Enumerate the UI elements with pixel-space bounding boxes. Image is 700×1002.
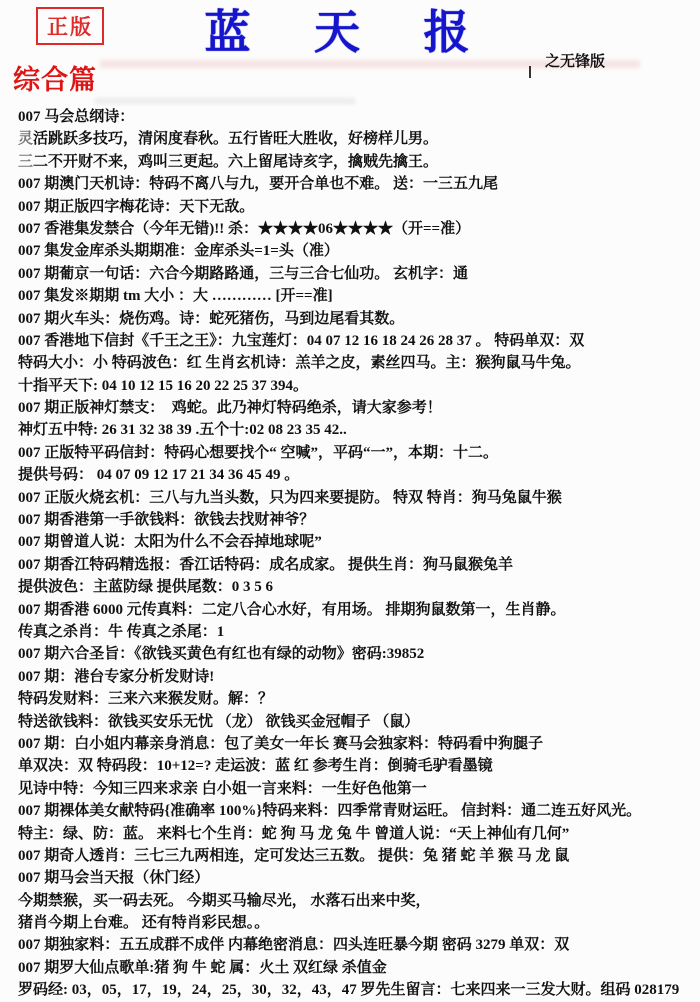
text-line-12: 特码大小：小 特码波色：红 生肖玄机诗：羔羊之皮，素丝四马。主：猴狗鼠马牛兔。 [18,355,581,372]
text-line-7: 007 集发金库杀头期期准：金库杀头=1=头（准） [18,243,339,260]
text-line-13: 十指平天下: 04 10 12 15 16 20 22 25 37 394。 [18,377,308,394]
text-line-24: 传真之杀肖：牛 传真之杀尾：1 [18,623,225,640]
scan-artifact-streak-2 [95,98,355,104]
text-line-39: 007 期罗大仙点歌单:猪 狗 牛 蛇 属：火土 双红绿 杀值金 [18,959,387,976]
text-line-9: 007 集发※期期 tm 大小 ：大 ………… [开==准] [18,288,333,305]
text-line-33: 特主：绿、防：蓝。 来料七个生肖：蛇 狗 马 龙 兔 牛 曾道人说：“天上神仙有几何” [18,825,570,842]
text-line-23: 007 期香港 6000 元传真料：二定八合心水好，有用场。 排期狗鼠数第一，生肖静。 [18,601,566,618]
text-line-31: 见诗中特：今知三四来求亲 白小姐一言来料：一生好色他第一 [18,780,427,797]
text-line-35: 007 期马会当天报（休门经） [18,870,210,887]
text-line-28: 特送欲钱料：欲钱买安乐无忧 （龙） 欲钱买金冠帽子 （鼠） [18,713,420,730]
text-line-1: 007 马会总纲诗： [18,109,135,125]
text-line-15: 神灯五中特: 26 31 32 38 39 .五个十:02 08 23 35 42.. [18,422,347,439]
text-line-18: 007 正版火烧玄机：三八与九当头数，只为四来要提防。 特双 特肖：狗马兔鼠牛猴 [18,489,562,506]
section-heading: 综合篇 [13,65,97,95]
text-line-27: 特码发财料：三来六来猴发财。解：？ [18,691,274,708]
text-line-26: 007 期：港台专家分析发财诗! [18,668,215,685]
text-line-40: 罗码经: 03，05，17，19，24，25，30，32，43，47 罗先生留言：七来四来一三发大财。组码 028179 [18,982,680,999]
text-line-11: 007 香港地下信封《千王之王》：九宝莲灯：04 07 12 16 18 24 26 28 37 。 特码单双：双 [18,332,585,349]
text-line-34: 007 期奇人透肖：三七三九两相连，定可发达三五数。 提供：兔 猪 蛇 羊 猴 马 龙 鼠 [18,847,570,864]
edition-label: 之无锋版 [545,53,606,70]
text-line-36: 今期禁猴，买一码去死。 今期买马输尽光， 水落石出来中奖， [18,892,431,909]
text-line-8: 007 期葡京一句话：六合今期路路通，三与三合七仙功。 玄机字：通 [18,265,469,282]
text-line-19: 007 期香港第一手欲钱料：欲钱去找财神爷？ [18,512,315,529]
text-line-4: 007 期澳门天机诗：特码不离八与九，要开合单也不难。 送：一三五九尾 [18,176,499,193]
text-line-37: 猪肖今期上台难。 还有特肖彩民想。。 [18,915,270,932]
text-line-29: 007 期：白小姐内幕亲身消息：包了美女一年长 赛马会独家料：特码看中狗腿子 [18,735,544,752]
text-line-6: 007 香港集发禁合（今年无错)!! 杀：★★★★06★★★★（开==准） [18,220,471,237]
text-line-2: 灵活跳跃多技巧，清闲度春秋。五行皆旺大胜收，好榜样儿男。 [18,131,439,148]
text-line-38: 007 期独家料：五五成群不成伴 内幕绝密消息：四头连旺暴今期 密码 3279 单双：双 [18,937,570,954]
text-line-5: 007 期正版四字梅花诗：天下无敌。 [18,198,255,215]
text-line-10: 007 期火车头：烧伤鸡。诗：蛇死猪伤，马到边尾看其数。 [18,310,405,327]
page-title: 蓝 天 报 [204,7,496,58]
text-line-14: 007 期正版神灯禁支： 鸡蛇。此乃神灯特码绝杀，请大家参考！ [18,400,442,417]
text-line-25: 007 期六合圣旨：《欲钱买黄色有红也有绿的动物》密码:39852 [18,646,425,663]
content-lines [18,106,694,1002]
text-line-32: 007 期裸体美女献特码{准确率 100%}特码来料：四季常青财运旺。 信封料：通二连五好风光。 [18,803,642,820]
text-line-17: 提供号码： 04 07 09 12 17 21 34 36 45 49 。 [18,467,300,484]
text-line-21: 007 期香江特码精选报：香江话特码：成名成家。 提供生肖：狗马鼠猴兔羊 [18,556,514,573]
text-line-22: 提供波色：主蓝防绿 提供尾数：0 3 5 6 [18,579,274,596]
scan-tick-mark [529,66,531,78]
text-line-20: 007 期曾道人说：太阳为什么不会吞掉地球呢” [18,534,322,551]
genuine-badge: 正版 [36,7,104,45]
text-line-3: 三二不开财不来，鸡叫三更起。六上留尾诗亥字，擒贼先擒王。 [18,153,439,170]
text-line-30: 单双决：双 特码段：10+12=? 走运波：蓝 红 参考生肖：倒骑毛驴看墨镜 [18,758,493,775]
text-line-16: 007 正版特平码信封：特码心想要找个“ 空喊”，平码“一”，本期：十二。 [18,444,499,461]
